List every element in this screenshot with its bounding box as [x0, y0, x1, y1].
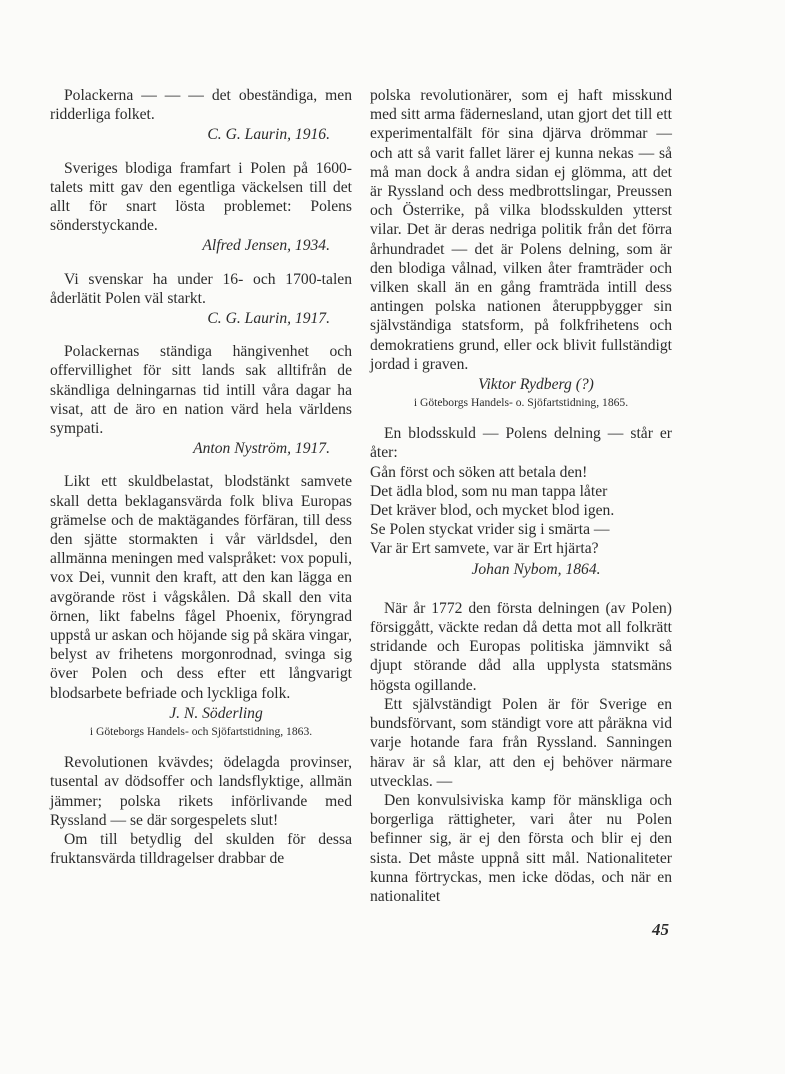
verse-line: Var är Ert samvete, var är Ert hjärta?: [370, 540, 599, 558]
page-number: 45: [652, 920, 669, 939]
quote-author: Alfred Jensen, 1934.: [202, 237, 330, 255]
quote-text: polska revolutionärer, som ej haft misskund med sitt arma fädernesland, utan gjort det till ett experimentalfält för sina djärva drömmar — och att så varit fallet lärer ej kunna nekas — så må man dock å andra sidan ej glömma, att det är Ryssland och dess medbrottslingar, Preussen och Österrike, på vilka blodsskulden ytterst vilar. Det är deras nedriga politik från det förra århundradet — det är Polens delning, som är den blodiga vålnad, vilken åter framträder och vilken skall än en gång framträda intill dess antingen polska nationen återuppbygger sin självständiga statsform, på folkfrihetens och demokratiens grund, eller ock blivit fullständigt jordad i graven.: [370, 87, 672, 373]
paragraph-group: [50, 753, 352, 868]
quote-author: J. N. Söderling: [169, 704, 263, 722]
quote-source: i Göteborgs Handels- o. Sjöfartstidning, 1865.: [413, 396, 629, 410]
quote-text: Vi svenskar ha under 16- och 1700-talen åderlätit Polen väl starkt.: [50, 270, 352, 307]
right-column: [370, 86, 672, 920]
quote-author: Anton Nyström, 1917.: [193, 440, 330, 458]
left-column: [50, 86, 352, 882]
paragraph: Den konvulsiviska kamp för mänskliga och borgerliga rättigheter, vari åter nu Polen befinner sig, är ej den första och blir ej den sista. Det måste uppnå sitt mål. Nationaliteter kunna förtryckas, men icke dödas, och när en nationalitet: [370, 791, 672, 905]
paragraph: Revolutionen kvävdes; ödelagda provinser, tusental av dödsoffer och landsflyktige, allmän jämmer; polska rikets införlivande med Ryssland — se där sorgespelets slut!: [50, 754, 352, 829]
quote-jensen-1934: [50, 159, 352, 256]
quote-laurin-1917: [50, 270, 352, 329]
quote-author: Johan Nybom, 1864.: [471, 560, 601, 578]
quote-soderling-1863: [50, 472, 352, 739]
quote-nybom-1864: [370, 424, 672, 579]
quote-text: Polackerna — — — det obeständiga, men ridderliga folket.: [50, 87, 352, 124]
quote-text: Likt ett skuldbelastat, blodstänkt samvete skall detta beklagansvärda folk bliva Europas grämelse och de maktägandes förfäran, till dess den sjätte stormakten i vår världsdel, den allmänna meningen med valspråket: vox populi, vox Dei, vunnit den kraft, att den kan lägga en avgörande röst i vågskålen. Då skall den vita örnen, likt fabelns fågel Phoenix, föryngrad uppstå ur askan och höjande sig på skära vingar, belyst av frihetens morgonrodnad, svinga sig över Polen och dess efter ett långvarigt blodsarbete befriade och lyckliga folk.: [50, 473, 352, 702]
verse-line: Gån först och söken att betala den!: [370, 463, 588, 481]
quote-author: Viktor Rydberg (?): [478, 376, 594, 394]
quote-nystrom-1917: [50, 342, 352, 458]
paragraph: Ett självständigt Polen är för Sverige en bundsförvant, som ständigt vore att påräkna vid varje hotande fara från Ryssland. Sanningen härav är så klar, att den ej behöver närmare utvecklas. —: [370, 695, 672, 790]
quote-author: C. G. Laurin, 1916.: [207, 126, 330, 144]
verse-line: Se Polen styckat vrider sig i smärta —: [370, 521, 610, 539]
quote-text: Polackernas ständiga hängivenhet och offervillighet för sitt lands sak alltifrån de skändliga delningarnas tid intill våra dagar ha visat, att de äro en nation värd hela världens sympati.: [50, 343, 352, 438]
paragraph: När år 1772 den första delningen (av Polen) försiggått, väckte redan då detta mot all folkrätt stridande och Europas politiska jämnvikt så djupt störande dåd alla upplysta statsmäns högsta ogillande.: [370, 599, 672, 694]
verse-line: Det ädla blod, som nu man tappa låter: [370, 482, 608, 500]
quote-source: i Göteborgs Handels- och Sjöfartstidning, 1863.: [89, 725, 313, 739]
quote-author: C. G. Laurin, 1917.: [207, 310, 330, 328]
paragraph-group: [370, 599, 672, 906]
quote-rydberg-1865: [370, 86, 672, 410]
quote-text: Sveriges blodiga framfart i Polen på 1600-talets mitt gav den egentliga väckelsen till det allt för snart lösta problemet: Polens sönderstyckande.: [50, 159, 352, 235]
verse-intro: En blodsskuld — Polens delning — står er åter:: [370, 425, 672, 462]
paragraph: Om till betydlig del skulden för dessa fruktansvärda tilldragelser drabbar de: [50, 830, 352, 868]
verse-line: Det kräver blod, och mycket blod igen.: [370, 502, 615, 520]
quote-laurin-1916: [50, 86, 352, 145]
